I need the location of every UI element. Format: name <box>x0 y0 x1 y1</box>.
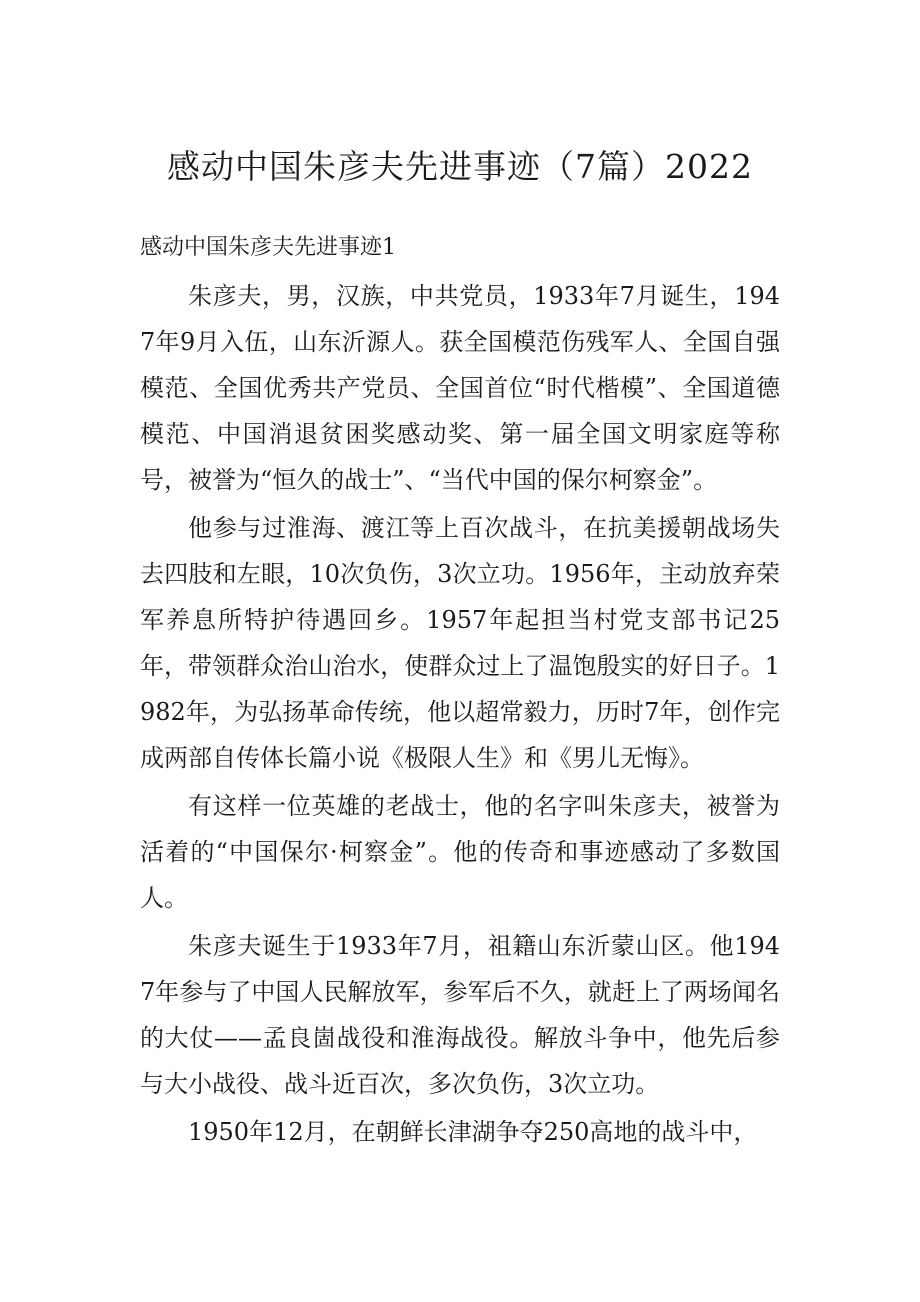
document-body <box>140 225 780 1157</box>
paragraph-3: 有这样一位英雄的老战士，他的名字叫朱彦夫，被誉为活着的“中国保尔·柯察金”。他的传奇和事迹感动了多数国人。 <box>140 792 780 912</box>
paragraph-5: 1950年12月，在朝鲜长津湖争夺250高地的战斗中， <box>188 1118 758 1146</box>
paragraph-4: 朱彦夫诞生于1933年7月，祖籍山东沂蒙山区。他1947年参与了中国人民解放军，参军后不久，就赶上了两场闻名的大仗——孟良崮战役和淮海战役。解放斗争中，他先后参与大小战役、战斗近百次，多次负伤，3次立功。 <box>140 932 780 1098</box>
paragraph-1: 朱彦夫，男，汉族，中共党员，1933年7月诞生，1947年9月入伍，山东沂源人。获全国模范伤残军人、全国自强模范、全国优秀共产党员、全国首位“时代楷模”、全国道德模范、中国消退贫困奖感动奖、第一届全国文明家庭等称号，被誉为“恒久的战士”、“当代中国的保尔柯察金”。 <box>140 282 780 494</box>
section-heading: 感动中国朱彦夫先进事迹1 <box>140 235 396 260</box>
document-title: 感动中国朱彦夫先进事迹（7篇）2022 <box>167 147 753 186</box>
paragraph-2: 他参与过淮海、渡江等上百次战斗，在抗美援朝战场失去四肢和左眼，10次负伤，3次立功。1956年，主动放弃荣军养息所特护待遇回乡。1957年起担当村党支部书记25年，带领群众治山治水，使群众过上了温饱殷实的好日子。1982年，为弘扬革命传统，他以超常毅力，历时7年，创作完成两部自传体长篇小说《极限人生》和《男儿无悔》。 <box>140 514 780 772</box>
